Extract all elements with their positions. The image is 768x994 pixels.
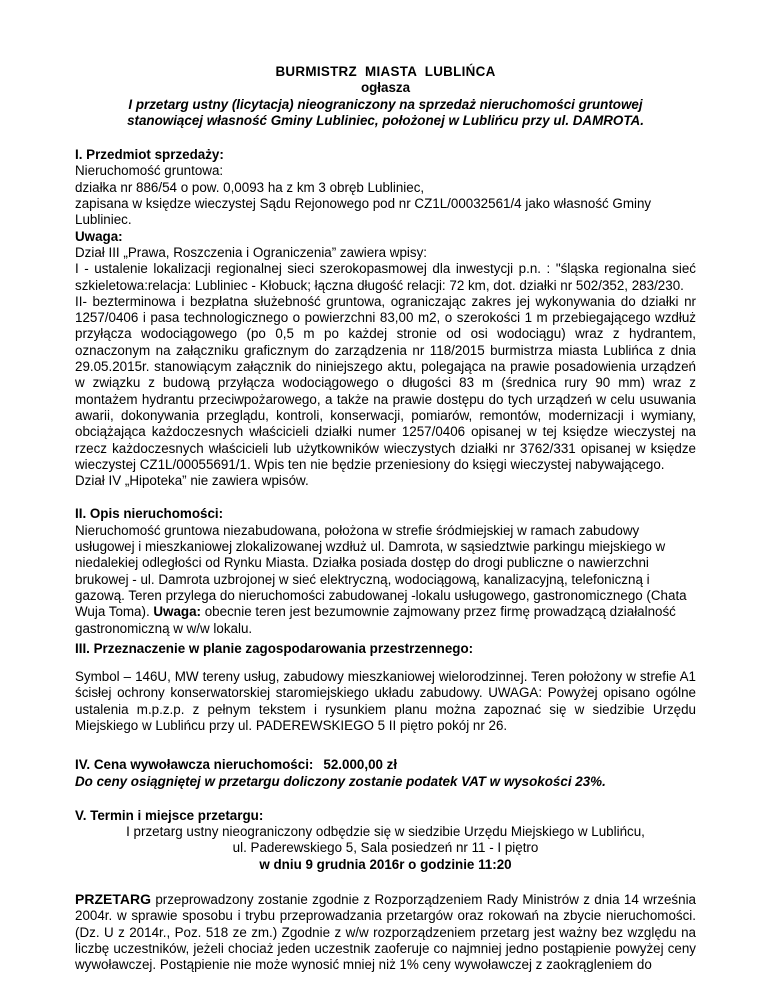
starting-price: 52.000,00 zł [323, 757, 398, 773]
place-line: I przetarg ustny nieograniczony odbędzie się w siedzibie Urzędu Miejskiego w Lublińcu, [126, 824, 645, 840]
section-heading: IV. Cena wywoławcza nieruchomości: [75, 757, 314, 773]
section-subject [75, 147, 696, 489]
section-date-place [75, 808, 696, 873]
text-line: Nieruchomość gruntowa: [75, 163, 224, 179]
zoning-paragraph: Symbol – 146U, MW tereny usług, zabudowy mieszkaniowej wielorodzinnej. Teren położony w strefie A1 ścisłej ochrony konserwatorskiej staromiejskiego układu zabudowy. UWAGA: Powyżej opisano ogólne ustalenia m.p.z.p. z pełnym tekstem i rysunkiem planu można zapoznać się w siedzibie Urzędu Miejskiego w Lublińcu przy ul. PADEREWSKIEGO 5 II piętro pokój nr 26. [75, 669, 696, 733]
section-heading: II. Opis nieruchomości: [75, 506, 224, 522]
note-label: Uwaga: [153, 604, 202, 620]
text-line: działka nr 886/54 o pow. 0,0093 ha z km 3 obręb Lubliniec, [75, 179, 425, 195]
description-tail: obecnie teren jest bezumownie zajmowany przez firmę prowadzącą działalność gastronomiczną w w/w lokalu. [75, 604, 676, 636]
announcement-lead-1: I przetarg ustny (licytacja) nieograniczony na sprzedaż nieruchomości gruntowej [128, 96, 643, 112]
auction-paragraph [75, 891, 696, 973]
note-label: Uwaga: [75, 228, 123, 244]
announcement-title: BURMISTRZ MIASTA LUBLIŃCA [275, 64, 496, 79]
section-description [75, 506, 696, 636]
section-heading: III. Przeznaczenie w planie zagospodarowania przestrzennego: [75, 640, 474, 656]
section-auction [75, 891, 696, 973]
price-line [75, 757, 696, 773]
auction-lead: PRZETARG [75, 891, 151, 908]
description-body: Nieruchomość gruntowa niezabudowana, położona w strefie śródmiejskiej w ramach zabudowy usługowej i mieszkaniowej zlokalizowanej wzdłuż ul. Damrota, w sąsiedztwie parkingu miejskiego w niedalekiej odległości od Rynku Miasta. Działka posiada dostęp do drogi publiczne o nawierzchni brukowej - ul. Damrota uzbrojonej w sieć elektryczną, wodociągową, kanalizacyjną, telefoniczną i gazową. Teren przylega do nieruchomości zabudowanej -lokalu usługowego, gastronomicznego (Chata Wuja Toma). [75, 522, 687, 620]
text-line: Dział IV „Hipoteka” nie zawiera wpisów. [75, 473, 309, 489]
text-line: zapisana w księdze wieczystej Sądu Rejonowego pod nr CZ1L/00032561/4 jako własność Gminy Lubliniec. [75, 196, 652, 228]
text-line: Dział III „Prawa, Roszczenia i Ograniczenia” zawiera wpisy: [75, 244, 427, 260]
section-zoning [75, 641, 696, 734]
description-paragraph [75, 523, 696, 637]
section-heading: V. Termin i miejsce przetargu: [75, 807, 264, 823]
announcement-subtitle: ogłasza [360, 80, 411, 96]
vat-note: Do ceny osiągniętej w przetargu doliczony zostanie podatek VAT w wysokości 23%. [75, 773, 606, 789]
entry-paragraph: II- bezterminowa i bezpłatna służebność gruntowa, ograniczając zakres jej wykonywania do działki nr 1257/0406 i pasa technologicznego o powierzchni 83,00 m2, o szerokości 1 m przebiegającego wzdłuż przyłącza wodociągowego (po 0,5 m po każdej stronie od osi wodociągu) wraz z hydrantem, oznaczonym na załączniku graficznym do zarządzenia nr 118/2015 burmistrza miasta Lublińca z dnia 29.05.2015r. stanowiącym załącznik do niniejszego aktu, polegająca na prawie posadowienia urządzeń w związku z budową przyłącza wodociągowego o długości 83 m (średnica rury 90 mm) wraz z montażem hydrantu przeciwpożarowego, a także na prawie dostępu do tych urządzeń w celu usuwania awarii, dokonywania przeglądu, kontroli, konserwacji, pomiarów, remontów, modernizacji i wymiany, obciążająca każdoczesnych właścicieli działki numer 1257/0406 opisanej w tej księdze wieczystej na rzecz każdoczesnych właścicieli lub użytkowników wieczystych działki nr 3762/331 opisanej w księdze wieczystej CZ1L/00055691/1. Wpis ten nie będzie przeniesiony do księgi wieczystej nabywającego. [75, 293, 696, 472]
address-line: ul. Paderewskiego 5, Sala posiedzeń nr 11 - I piętro [232, 840, 539, 856]
announcement-lead-2: stanowiącej własność Gminy Lubliniec, położonej w Lublińcu przy ul. DAMROTA. [127, 112, 644, 128]
section-heading: I. Przedmiot sprzedaży: [75, 147, 224, 163]
section-price [75, 757, 696, 790]
entry-paragraph: I - ustalenie lokalizacji regionalnej sieci szerokopasmowej dla inwestycji p.n. : "śląska regionalna sieć szkieletowa:relacja: Lubliniec - Kłobuck; łączna długość relacji: 72 km, dot. działki nr 502/352, 283/230. [75, 261, 696, 293]
auction-body: przeprowadzony zostanie zgodnie z Rozporządzeniem Rady Ministrów z dnia 14 września 2004r. w sprawie sposobu i trybu przeprowadzania przetargów oraz rokowań na zbycie nieruchomości. (Dz. U z 2014r., Poz. 518 ze zm.) Zgodnie z w/w rozporządzeniem przetarg jest ważny bez względu na liczbę uczestników, jeżeli chociaż jeden uczestnik zaoferuje co najmniej jedno postąpienie powyżej ceny wywoławczej. Postąpienie nie może wynosić mniej niż 1% ceny wywoławczej z zaokrągleniem do [75, 892, 696, 973]
date-line: w dniu 9 grudnia 2016r o godzinie 11:20 [259, 856, 512, 872]
